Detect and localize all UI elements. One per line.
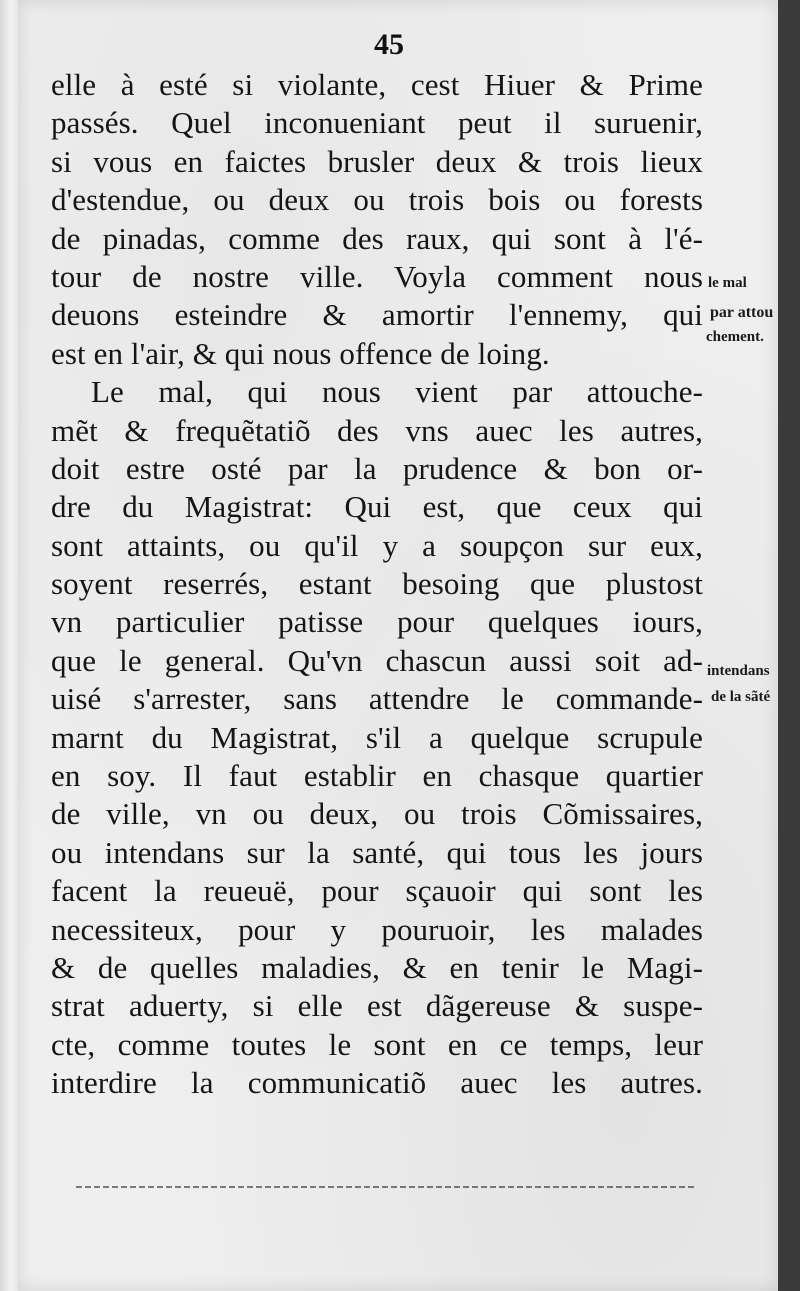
text-line: en soy. Il faut establir en chasque quartier xyxy=(51,758,703,794)
text-line: doit estre osté par la prudence & bon or- xyxy=(51,450,703,486)
text-line: uisé s'arrester, sans attendre le commande- xyxy=(51,681,703,717)
page-number: 45 xyxy=(374,28,404,61)
text-line: passés. Quel inconueniant peut il suruenir, xyxy=(51,105,703,141)
text-line: de ville, vn ou deux, ou trois Cõmissaires, xyxy=(51,796,703,832)
text-line: interdire la communicatiõ auec les autres. xyxy=(51,1065,703,1101)
text-line: d'estendue, ou deux ou trois bois ou forests xyxy=(51,182,703,218)
text-line: elle à esté si violante, cest Hiuer & Prime xyxy=(51,67,703,102)
body-text xyxy=(51,66,703,1103)
bottom-ink-rule xyxy=(76,1186,696,1188)
text-line: facent la reueuë, pour sçauoir qui sont les xyxy=(51,873,703,909)
marginal-note-mal: chement. xyxy=(706,329,764,345)
text-line: que le general. Qu'vn chascun aussi soit ad- xyxy=(51,642,703,678)
text-line: sont attaints, ou qu'il y a soupçon sur eux, xyxy=(51,527,703,563)
text-line: marnt du Magistrat, s'il a quelque scrupule xyxy=(51,719,703,755)
text-line: tour de nostre ville. Voyla comment nous xyxy=(51,258,703,294)
text-line: cte, comme toutes le sont en ce temps, leur xyxy=(51,1026,703,1062)
marginal-note-intendans: de la sãté xyxy=(711,689,771,705)
text-line: necessiteux, pour y pouruoir, les malades xyxy=(51,911,703,947)
text-line: ou intendans sur la santé, qui tous les jours xyxy=(51,834,703,870)
marginal-note-mal: par attou xyxy=(710,304,774,321)
text-line: mẽt & frequẽtatiõ des vns auec les autres, xyxy=(51,412,703,448)
text-line: dre du Magistrat: Qui est, que ceux qui xyxy=(51,489,703,525)
marginal-note-intendans: intendans xyxy=(707,663,770,679)
text-line: soyent reserrés, estant besoing que plustost xyxy=(51,566,703,602)
text-line: strat aduerty, si elle est dãgereuse & suspe- xyxy=(51,988,703,1024)
text-line: de pinadas, comme des raux, qui sont à l'é- xyxy=(51,220,703,256)
text-line: deuons esteindre & amortir l'ennemy, qui xyxy=(51,297,703,333)
paragraph-start-line: Le mal, qui nous vient par attouche- xyxy=(91,374,703,410)
text-line: & de quelles maladies, & en tenir le Magi- xyxy=(51,949,703,985)
text-line: vn particulier patisse pour quelques iours, xyxy=(51,604,703,640)
text-line: si vous en faictes brusler deux & trois lieux xyxy=(51,143,703,179)
marginal-note-mal: le mal xyxy=(708,275,747,291)
scan-left-edge xyxy=(0,0,18,1291)
book-page xyxy=(18,0,778,1291)
text-line: est en l'air, & qui nous offence de loing. xyxy=(51,335,550,371)
